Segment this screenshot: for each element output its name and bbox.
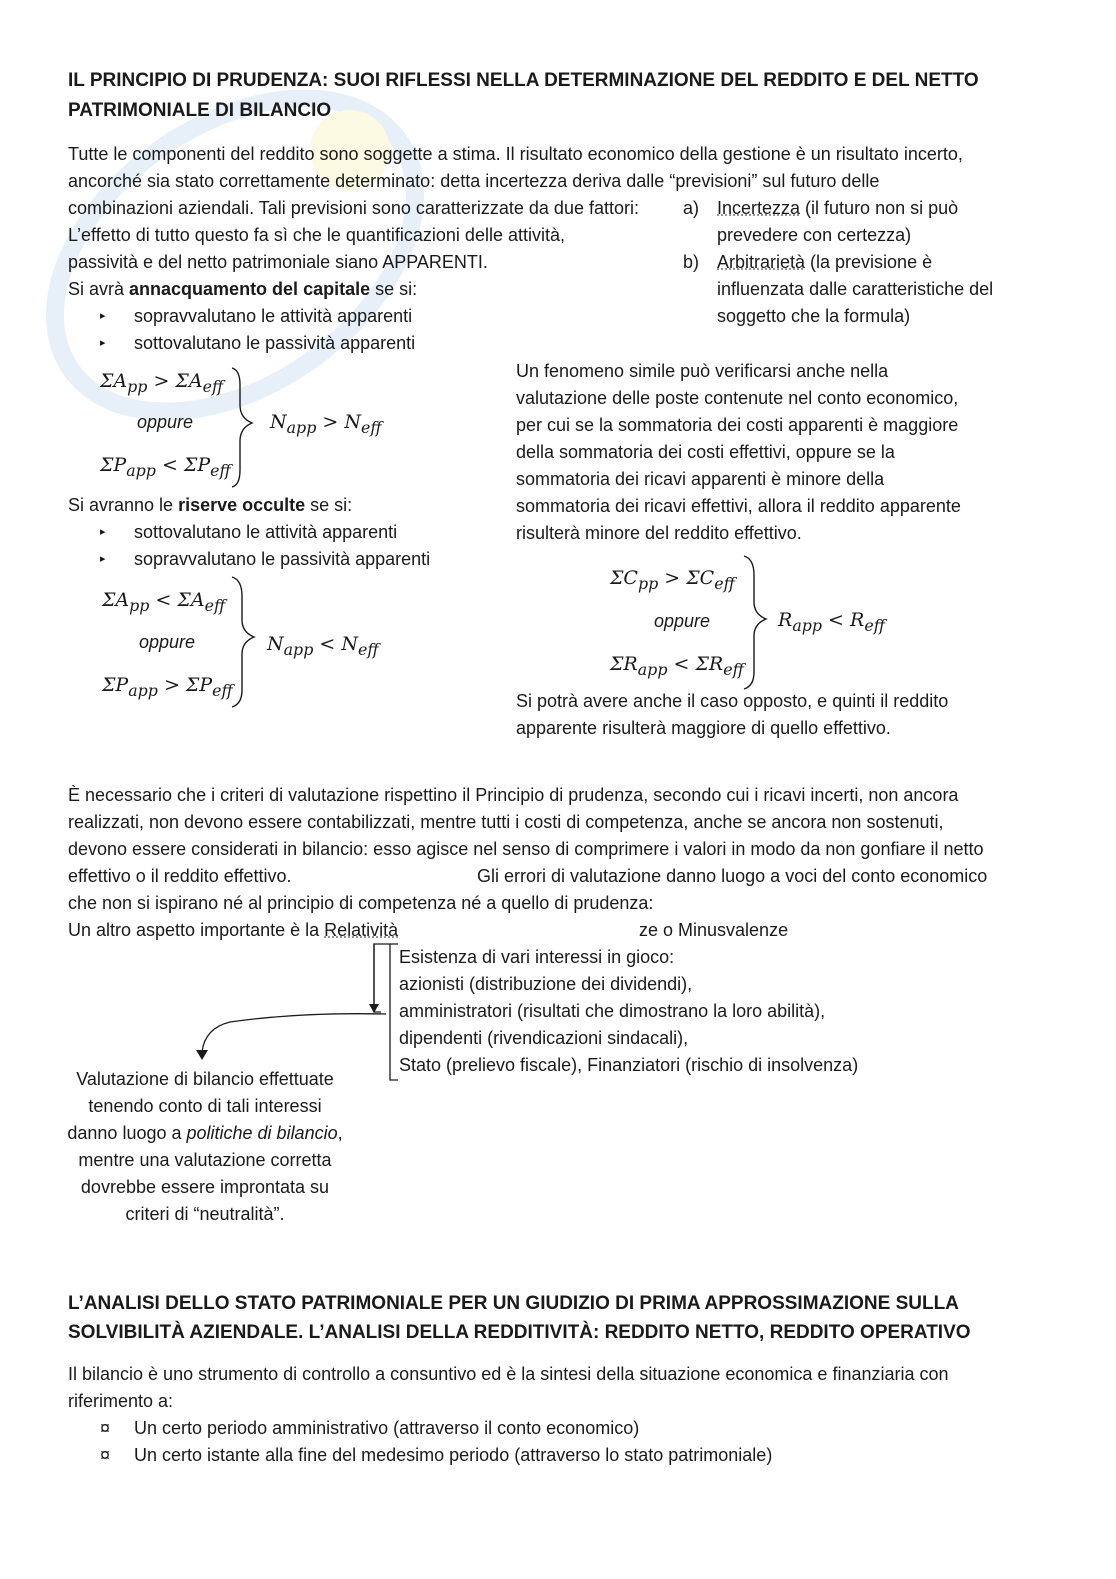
riserve-intro xyxy=(68,492,352,519)
intro-line-4: L’effetto di tutto questo fa sì che le quantificazioni delle attività, xyxy=(68,225,565,245)
annacquamento-bullet-2: sottovalutano le passività apparenti xyxy=(134,333,416,353)
valutazione-term: politiche di bilancio xyxy=(186,1123,338,1143)
prudenza-line-3: devono essere considerati in bilancio: esso agisce nel senso di comprimere i valori in modo da non gonfiare il netto xyxy=(68,839,984,859)
section2-p2: riferimento a: xyxy=(68,1391,174,1411)
riserve-bullet-2: sopravvalutano le passività apparenti xyxy=(134,549,431,569)
valutazione-note xyxy=(50,1066,360,1228)
formula-reddito: $R_{app} < R_{eff}$ xyxy=(778,609,885,635)
factor-a-term: Incertezza xyxy=(717,198,801,218)
interessi-line-2: azionisti (distribuzione dei dividendi), xyxy=(399,974,693,994)
brace-conto-economico xyxy=(744,556,766,689)
interessi-line-5: Stato (prelievo fiscale), Finanziatori (rischio di insolvenza) xyxy=(399,1055,859,1075)
bullet-arrow-icon: ▸ xyxy=(100,310,106,322)
formula-netto-1: $N_{app} > N_{eff}$ xyxy=(270,411,382,437)
bullet-symbol-icon: ¤ xyxy=(100,1445,111,1465)
arrow-to-valutazione xyxy=(202,1014,386,1052)
intro-line-1: Tutte le componenti del reddito sono soggette a stima. Il risultato economico della gestione è un risultato incerto, xyxy=(68,144,963,164)
ce-line-7: risulterà minore del reddito effettivo. xyxy=(516,523,802,543)
section1-title-line2: PATRIMONIALE DI BILANCIO xyxy=(68,100,332,121)
riserve-post: se si: xyxy=(305,495,353,515)
relativita-pre: Un altro aspetto importante è la xyxy=(68,920,325,940)
factor-a-cont: prevedere con certezza) xyxy=(717,225,912,245)
annacquamento-term: annacquamento del capitale xyxy=(129,279,371,299)
riserve-term: riserve occulte xyxy=(178,495,306,515)
annacquamento-post: se si: xyxy=(370,279,418,299)
factor-b-cont1: influenzata dalle caratteristiche del xyxy=(717,279,994,299)
factor-b-rest: (la previsione è xyxy=(805,252,933,272)
factor-b-term: Arbitrarietà xyxy=(717,252,806,272)
ce-line-6: sommatoria dei ricavi effettivi, allora il reddito apparente xyxy=(516,496,961,516)
factor-b-marker: b) xyxy=(683,252,700,272)
valutazione-pre: danno luogo a xyxy=(67,1123,187,1143)
bullet-arrow-icon: ▸ xyxy=(100,337,106,349)
bullet-arrow-icon: ▸ xyxy=(100,553,106,565)
riserve-pre: Si avranno le xyxy=(68,495,179,515)
relativita-line xyxy=(68,917,398,944)
valutazione-line-4: mentre una valutazione corretta xyxy=(78,1150,332,1170)
valutazione-line-1: Valutazione di bilancio effettuate xyxy=(76,1069,334,1089)
minusvalenze-fragment: ze o Minusvalenze xyxy=(639,920,789,940)
prudenza-line-5: che non si ispirano né al principio di competenza né a quello di prudenza: xyxy=(68,893,654,913)
ce-line-3: per cui se la sommatoria dei costi apparenti è maggiore xyxy=(516,415,959,435)
valutazione-line-6: criteri di “neutralità”. xyxy=(125,1204,285,1224)
annacquamento-intro xyxy=(68,276,417,303)
formula-ricavi: $\Sigma R_{app} < \Sigma R_{eff}$ xyxy=(610,653,744,679)
formula-passivita-1: $\Sigma P_{app} < \Sigma P_{eff}$ xyxy=(100,454,231,480)
section1-title-line1: IL PRINCIPIO DI PRUDENZA: SUOI RIFLESSI NELLA DETERMINAZIONE DEL REDDITO E DEL NETTO xyxy=(68,70,979,91)
formula-netto-2: $N_{app} < N_{eff}$ xyxy=(267,633,379,659)
ce-after-1: Si potrà avere anche il caso opposto, e quinti il reddito xyxy=(516,691,949,711)
annacquamento-pre: Si avrà xyxy=(68,279,130,299)
interessi-line-4: dipendenti (rivendicazioni sindacali), xyxy=(399,1028,689,1048)
interessi-line-1: Esistenza di vari interessi in gioco: xyxy=(399,947,675,967)
formula-attivita-1: $\Sigma A_{pp} > \Sigma A_{eff}$ xyxy=(100,370,224,396)
ce-line-1: Un fenomeno simile può verificarsi anche nella xyxy=(516,361,889,381)
interessi-bracket-bottom xyxy=(390,944,398,1080)
valutazione-post: , xyxy=(337,1123,343,1143)
factor-a-marker: a) xyxy=(683,198,700,218)
brace-riserve xyxy=(232,577,254,707)
prudenza-line-4: effettivo o il reddito effettivo. xyxy=(68,866,292,886)
ce-line-4: della sommatoria dei costi effettivi, oppure se la xyxy=(516,442,895,462)
prudenza-errori: Gli errori di valutazione danno luogo a voci del conto economico xyxy=(477,866,988,886)
relativita-term: Relatività xyxy=(324,920,399,940)
arrow-head-icon xyxy=(196,1050,208,1060)
intro-line-3: combinazioni aziendali. Tali previsioni sono caratterizzate da due fattori: xyxy=(68,198,639,218)
oppure-3: oppure xyxy=(654,611,711,631)
valutazione-line-5: dovrebbe essere improntata su xyxy=(80,1177,330,1197)
oppure-1: oppure xyxy=(137,412,194,432)
formula-attivita-2: $\Sigma A_{pp} < \Sigma A_{eff}$ xyxy=(102,589,226,615)
intro-line-2: ancorché sia stato correttamente determinato: detta incertezza deriva dalle “previsioni” sul futuro delle xyxy=(68,171,880,191)
section2-p1: Il bilancio è uno strumento di controllo a consuntivo ed è la sintesi della situazione economica e finanziaria con xyxy=(68,1364,949,1384)
section2-bullet-2: Un certo istante alla fine del medesimo periodo (attraverso lo stato patrimoniale) xyxy=(134,1445,773,1465)
factor-a-rest: (il futuro non si può xyxy=(800,198,959,218)
intro-line-5: passività e del netto patrimoniale siano APPARENTI. xyxy=(68,252,488,272)
oppure-2: oppure xyxy=(139,632,196,652)
section2-bullet-1: Un certo periodo amministrativo (attraverso il conto economico) xyxy=(134,1418,640,1438)
formula-costi: $\Sigma C_{pp} > \Sigma C_{eff}$ xyxy=(610,567,735,593)
ce-after-2: apparente risulterà maggiore di quello effettivo. xyxy=(516,718,891,738)
section2-title-line2: SOLVIBILITÀ AZIENDALE. L’ANALISI DELLA REDDITIVITÀ: REDDITO NETTO, REDDITO OPERATIVO xyxy=(68,1322,971,1343)
interessi-bracket xyxy=(374,944,398,1012)
formula-passivita-2: $\Sigma P_{app} > \Sigma P_{eff}$ xyxy=(102,674,233,700)
ce-line-5: sommatoria dei ricavi apparenti è minore della xyxy=(516,469,885,489)
riserve-bullet-1: sottovalutano le attività apparenti xyxy=(134,522,398,542)
valutazione-line-2: tenendo conto di tali interessi xyxy=(88,1096,322,1116)
bullet-symbol-icon: ¤ xyxy=(100,1418,111,1438)
factor-b xyxy=(717,249,932,276)
arrow-head-icon xyxy=(369,1004,379,1013)
interessi-line-3: amministratori (risultati che dimostrano la loro abilità), xyxy=(399,1001,826,1021)
section2-title-line1: L’ANALISI DELLO STATO PATRIMONIALE PER UN GIUDIZIO DI PRIMA APPROSSIMAZIONE SULLA xyxy=(68,1293,959,1314)
valutazione-line-3 xyxy=(50,1120,360,1147)
ce-line-2: valutazione delle poste contenute nel conto economico, xyxy=(516,388,959,408)
prudenza-line-2: realizzati, non devono essere contabilizzati, mentre tutti i costi di competenza, anche se ancora non sostenuti, xyxy=(68,812,944,832)
factor-b-cont2: soggetto che la formula) xyxy=(717,306,911,326)
prudenza-line-1: È necessario che i criteri di valutazione rispettino il Principio di prudenza, secondo cui i ricavi incerti, non ancora xyxy=(68,785,959,805)
annacquamento-bullet-1: sopravvalutano le attività apparenti xyxy=(134,306,413,326)
factor-a xyxy=(717,195,958,222)
bullet-arrow-icon: ▸ xyxy=(100,526,106,538)
